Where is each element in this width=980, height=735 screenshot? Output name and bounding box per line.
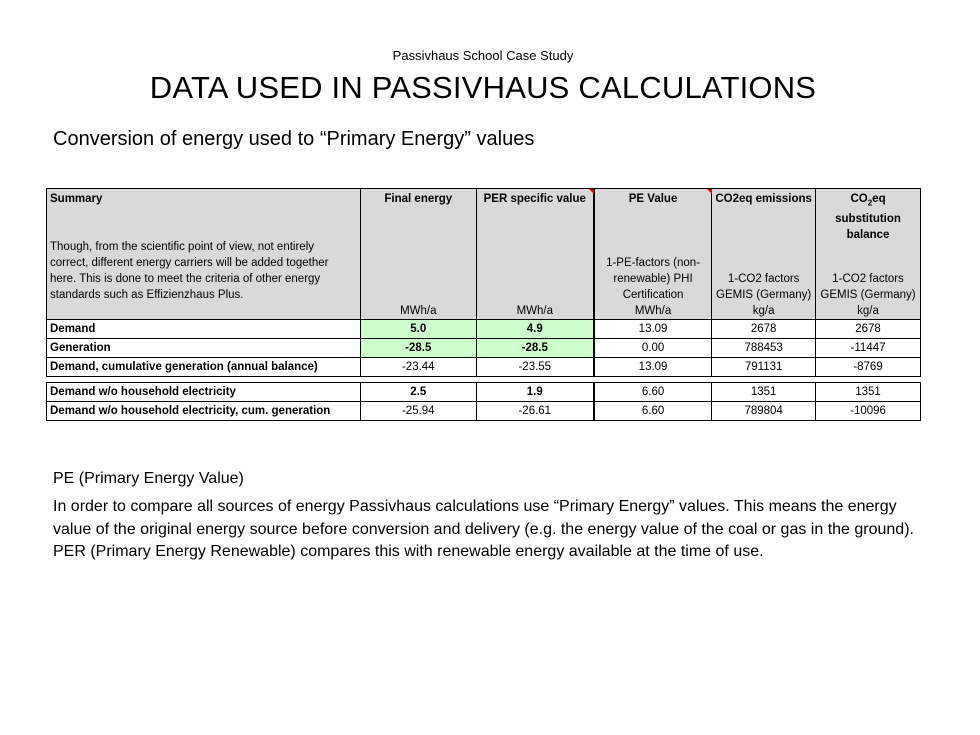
- header-unit: MWh/a: [516, 305, 553, 317]
- header-pe-value: [594, 189, 712, 320]
- header-name: PE Value: [628, 193, 678, 205]
- header-summary: [47, 189, 361, 320]
- header-name: Summary: [50, 193, 103, 205]
- table-row: [47, 383, 921, 402]
- cell-per: 4.9: [476, 320, 594, 339]
- header-name: CO2eq emissions: [715, 193, 812, 205]
- cell-co2-sub: -11447: [816, 339, 921, 358]
- header-note: [364, 207, 473, 303]
- cell-per: -28.5: [476, 339, 594, 358]
- cell-co2-sub: -10096: [816, 402, 921, 421]
- header-co2-substitution: [816, 189, 921, 320]
- header-note: [480, 207, 590, 303]
- comment-marker-icon: [707, 189, 712, 194]
- cell-co2: 791131: [712, 358, 816, 377]
- cell-final-energy: -25.94: [360, 402, 476, 421]
- cell-pe: 6.60: [594, 402, 712, 421]
- cell-co2: 789804: [712, 402, 816, 421]
- row-label: Generation: [47, 339, 361, 358]
- table-row: [47, 339, 921, 358]
- header-unit: MWh/a: [634, 305, 672, 317]
- row-label: Demand, cumulative generation (annual balance): [47, 358, 361, 377]
- body-paragraph: In order to compare all sources of energy Passivhaus calculations use “Primary Energy” values. This means the energy value of the original energy source before conversion and delivery (e.g. the energy value of the coal or gas in the ground). PER (Primary Energy Renewable) compares this with renewable energy available at the time of use.: [53, 498, 914, 560]
- header-name: $CO_2eq$ substitution balance: [835, 193, 901, 242]
- header-unit: kg/a: [857, 305, 879, 317]
- header-co2-emissions: [712, 189, 816, 320]
- cell-co2-sub: -8769: [816, 358, 921, 377]
- header-unit: MWh/a: [400, 305, 437, 317]
- table-header-row: [47, 189, 921, 320]
- cell-per: 1.9: [476, 383, 594, 402]
- cell-co2: 2678: [712, 320, 816, 339]
- body-heading: PE (Primary Energy Value): [53, 470, 244, 487]
- table-row: [47, 320, 921, 339]
- header-note: 1-CO2 factors GEMIS (Germany): [820, 273, 916, 301]
- header-unit: kg/a: [752, 305, 775, 317]
- table-row: [47, 358, 921, 377]
- header-note: Though, from the scientific point of view, not entirely correct, different energy carriers will be added together here. This is done to meet the criteria of other energy standards such as Effizienzhaus Plus.: [50, 241, 329, 301]
- section-heading: Conversion of energy used to “Primary Energy” values: [53, 128, 535, 150]
- row-label: Demand: [47, 320, 361, 339]
- cell-final-energy: -23.44: [360, 358, 476, 377]
- cell-per: -23.55: [476, 358, 594, 377]
- slide-title: DATA USED IN PASSIVHAUS CALCULATIONS: [149, 70, 817, 105]
- header-note: 1-CO2 factors GEMIS (Germany): [716, 273, 812, 301]
- cell-pe: 6.60: [594, 383, 712, 402]
- header-final-energy: [360, 189, 476, 320]
- row-label: Demand w/o household electricity, cum. generation: [47, 402, 361, 421]
- cell-final-energy: 2.5: [360, 383, 476, 402]
- cell-final-energy: 5.0: [360, 320, 476, 339]
- cell-final-energy: -28.5: [360, 339, 476, 358]
- summary-table: [46, 188, 921, 421]
- cell-co2-sub: 1351: [816, 383, 921, 402]
- row-label: Demand w/o household electricity: [47, 383, 361, 402]
- cell-co2: 1351: [712, 383, 816, 402]
- cell-co2-sub: 2678: [816, 320, 921, 339]
- summary-table-container: [46, 188, 924, 428]
- header-name: Final energy: [384, 193, 453, 205]
- header-name: PER specific value: [483, 193, 586, 205]
- header-note: 1-PE-factors (non-renewable) PHI Certification: [606, 257, 701, 301]
- slide-subtitle: Passivhaus School Case Study: [392, 48, 574, 63]
- header-unit: [50, 303, 357, 319]
- cell-pe: 13.09: [594, 320, 712, 339]
- table-row: [47, 402, 921, 421]
- cell-pe: 13.09: [594, 358, 712, 377]
- comment-marker-icon: [589, 189, 594, 194]
- cell-co2: 788453: [712, 339, 816, 358]
- cell-per: -26.61: [476, 402, 594, 421]
- header-per-specific: [476, 189, 594, 320]
- cell-pe: 0.00: [594, 339, 712, 358]
